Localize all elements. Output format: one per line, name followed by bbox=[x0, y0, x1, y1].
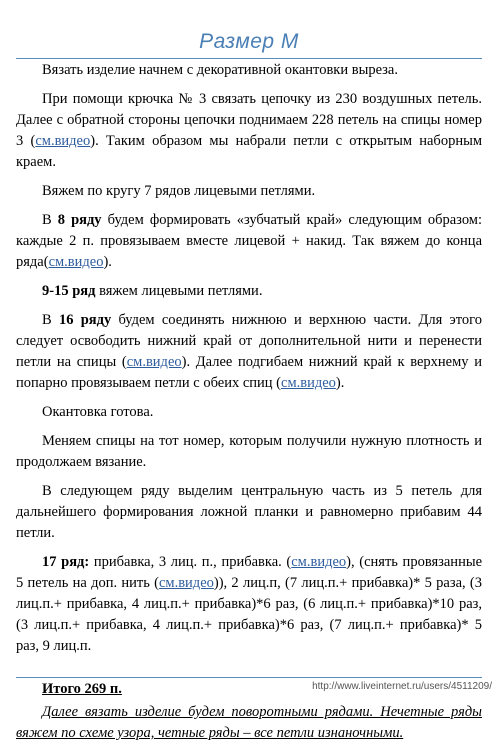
page-title: Размер М bbox=[199, 30, 299, 53]
paragraph-row-17: 17 ряд: прибавка, 3 лиц. п., прибавка. (см.видео), (снять провязанные 5 петель на доп. нить (см.видео)), 2 лиц.п, (7 лиц.п.+ прибавка)* 5 раза, (3 лиц.п.+ прибавка, 4 лиц.п.+ прибавка)*6 раз, (6 лиц.п.+ прибавка)*10 раз, (3 лиц.п.+ прибавка, 4 лиц.п.+ прибавка)*6 раз, (7 лиц.п.+ прибавка)* 5 раз, 9 лиц.п. bbox=[16, 554, 483, 654]
video-link[interactable]: см.видео bbox=[48, 254, 104, 270]
video-link[interactable]: см.видео bbox=[126, 354, 182, 370]
paragraph-intro: Вязать изделие начнем с декоративной окантовки выреза. bbox=[42, 62, 398, 78]
paragraph-center: В следующем ряду выделим центральную часть из 5 петель для дальнейшего формирования ложной планки и равномерно прибавим 44 петли. bbox=[16, 483, 482, 541]
row-label: 17 ряд: bbox=[42, 554, 90, 570]
document-body bbox=[16, 60, 482, 752]
video-link[interactable]: см.видео bbox=[35, 133, 91, 149]
row-label: 8 ряду bbox=[57, 212, 102, 228]
closing-note: Далее вязать изделие будем поворотными рядами. Нечетные ряды вяжем по схеме узора, четные ряды – все петли изнаночными. bbox=[16, 704, 482, 741]
paragraph-row-9-15: 9-15 ряд вяжем лицевыми петлями. bbox=[42, 283, 263, 299]
row-label: 16 ряду bbox=[58, 312, 112, 328]
paragraph-rounds: Вяжем по кругу 7 рядов лицевыми петлями. bbox=[42, 183, 316, 199]
video-link[interactable]: см.видео bbox=[158, 575, 214, 591]
header-rule bbox=[16, 58, 482, 59]
video-link[interactable]: см.видео bbox=[281, 375, 336, 391]
paragraph-chain: При помощи крючка № 3 связать цепочку из 230 воздушных петель. Далее с обратной стороны цепочки поднимаем 228 петель на спицы номер 3 (см.видео). Таким образом мы набрали петли с открытым наборным краем. bbox=[16, 91, 482, 170]
video-link[interactable]: см.видео bbox=[291, 554, 347, 570]
row-label: 9-15 ряд bbox=[42, 283, 96, 299]
paragraph-edging-done: Окантовка готова. bbox=[42, 404, 154, 420]
paragraph-needles: Меняем спицы на тот номер, которым получили нужную плотность и продолжаем вязание. bbox=[16, 433, 482, 470]
paragraph-row-16: В 16 ряду будем соединять нижнюю и верхнюю части. Для этого следует освободить нижний край от дополнительной нити и перенести петли на спицы (см.видео). Далее подгибаем нижний край к верхнему и попарно провязываем петли с обеих спиц (см.видео). bbox=[16, 312, 483, 391]
source-url: http://www.liveinternet.ru/users/4511209/ bbox=[312, 681, 492, 692]
footer-rule bbox=[16, 677, 482, 678]
summary-total: Итого 269 п. bbox=[42, 681, 122, 697]
paragraph-row-8: В 8 ряду будем формировать «зубчатый край» следующим образом: каждые 2 п. провязываем вместе лицевой + накид. Так вяжем до конца ряда(см.видео). bbox=[16, 212, 483, 270]
